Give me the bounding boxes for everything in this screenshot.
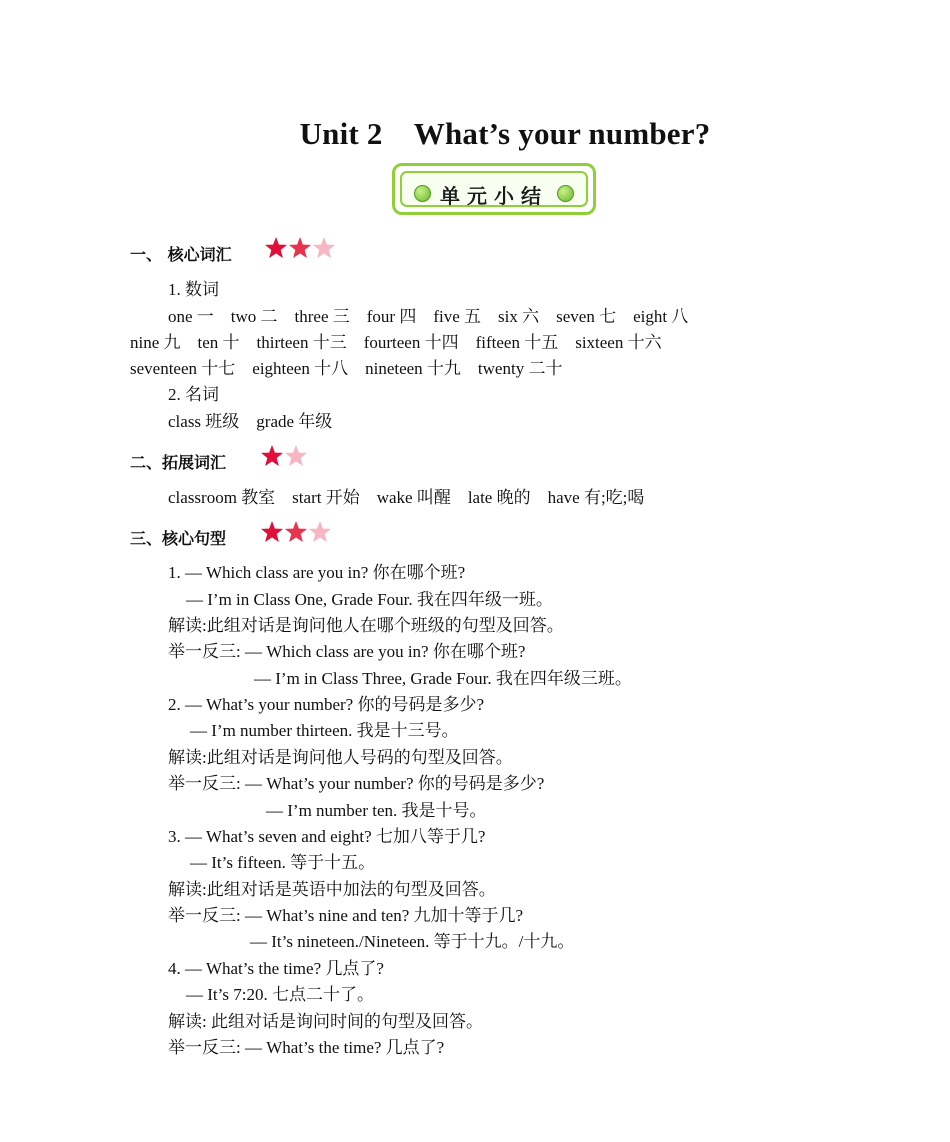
- section-heading-core-vocabulary: 一、 核心词汇: [130, 245, 232, 264]
- sentence-line: 1. — Which class are you in? 你在哪个班?: [168, 563, 466, 582]
- section-heading-extended-vocabulary: 二、拓展词汇: [130, 453, 227, 472]
- example-line: — It’s nineteen./Nineteen. 等于十九。/十九。: [250, 932, 575, 951]
- example-line: — I’m number ten. 我是十号。: [266, 801, 487, 820]
- sentence-line: — It’s fifteen. 等于十五。: [190, 853, 376, 872]
- sentence-line: — I’m in Class One, Grade Four. 我在四年级一班。: [186, 590, 553, 609]
- vocab-line: one 一 two 二 three 三 four 四 five 五 six 六 seven 七 eight 八: [168, 307, 689, 326]
- vocab-line: nine 九 ten 十 thirteen 十三 fourteen 十四 fifteen 十五 sixteen 十六: [130, 333, 662, 352]
- explanation-line: 解读:此组对话是英语中加法的句型及回答。: [168, 880, 496, 899]
- nouns-heading: 2. 名词: [168, 385, 219, 404]
- example-line: 举一反三: — Which class are you in? 你在哪个班?: [168, 642, 526, 661]
- example-line: 举一反三: — What’s nine and ten? 九加十等于几?: [168, 906, 524, 925]
- sentence-line: 3. — What’s seven and eight? 七加八等于几?: [168, 827, 486, 846]
- numerals-heading: 1. 数词: [168, 280, 219, 299]
- example-line: 举一反三: — What’s the time? 几点了?: [168, 1038, 445, 1057]
- sentence-line: 4. — What’s the time? 几点了?: [168, 959, 384, 978]
- vocab-line: seventeen 十七 eighteen 十八 nineteen 十九 twenty 二十: [130, 359, 563, 378]
- star-rating-icon: [260, 443, 316, 471]
- sentence-line: 2. — What’s your number? 你的号码是多少?: [168, 695, 485, 714]
- badge-label: 单元小结: [440, 184, 548, 208]
- sentence-line: — I’m number thirteen. 我是十三号。: [190, 721, 459, 740]
- star-rating-icon: [264, 235, 344, 263]
- unit-summary-badge: [392, 163, 596, 215]
- page-title: Unit 2 What’s your number?: [299, 116, 711, 151]
- explanation-line: 解读:此组对话是询问他人在哪个班级的句型及回答。: [168, 616, 564, 635]
- section-heading-core-sentences: 三、核心句型: [130, 529, 227, 548]
- star-rating-icon: [260, 519, 340, 547]
- vocab-line: class 班级 grade 年级: [168, 412, 333, 431]
- sentence-line: — It’s 7:20. 七点二十了。: [186, 985, 374, 1004]
- badge-frame: [400, 171, 588, 207]
- explanation-line: 解读: 此组对话是询问时间的句型及回答。: [168, 1012, 483, 1031]
- explanation-line: 解读:此组对话是询问他人号码的句型及回答。: [168, 748, 513, 767]
- example-line: 举一反三: — What’s your number? 你的号码是多少?: [168, 774, 545, 793]
- vocab-line: classroom 教室 start 开始 wake 叫醒 late 晚的 have 有;吃;喝: [168, 488, 645, 507]
- example-line: — I’m in Class Three, Grade Four. 我在四年级三班。: [254, 669, 632, 688]
